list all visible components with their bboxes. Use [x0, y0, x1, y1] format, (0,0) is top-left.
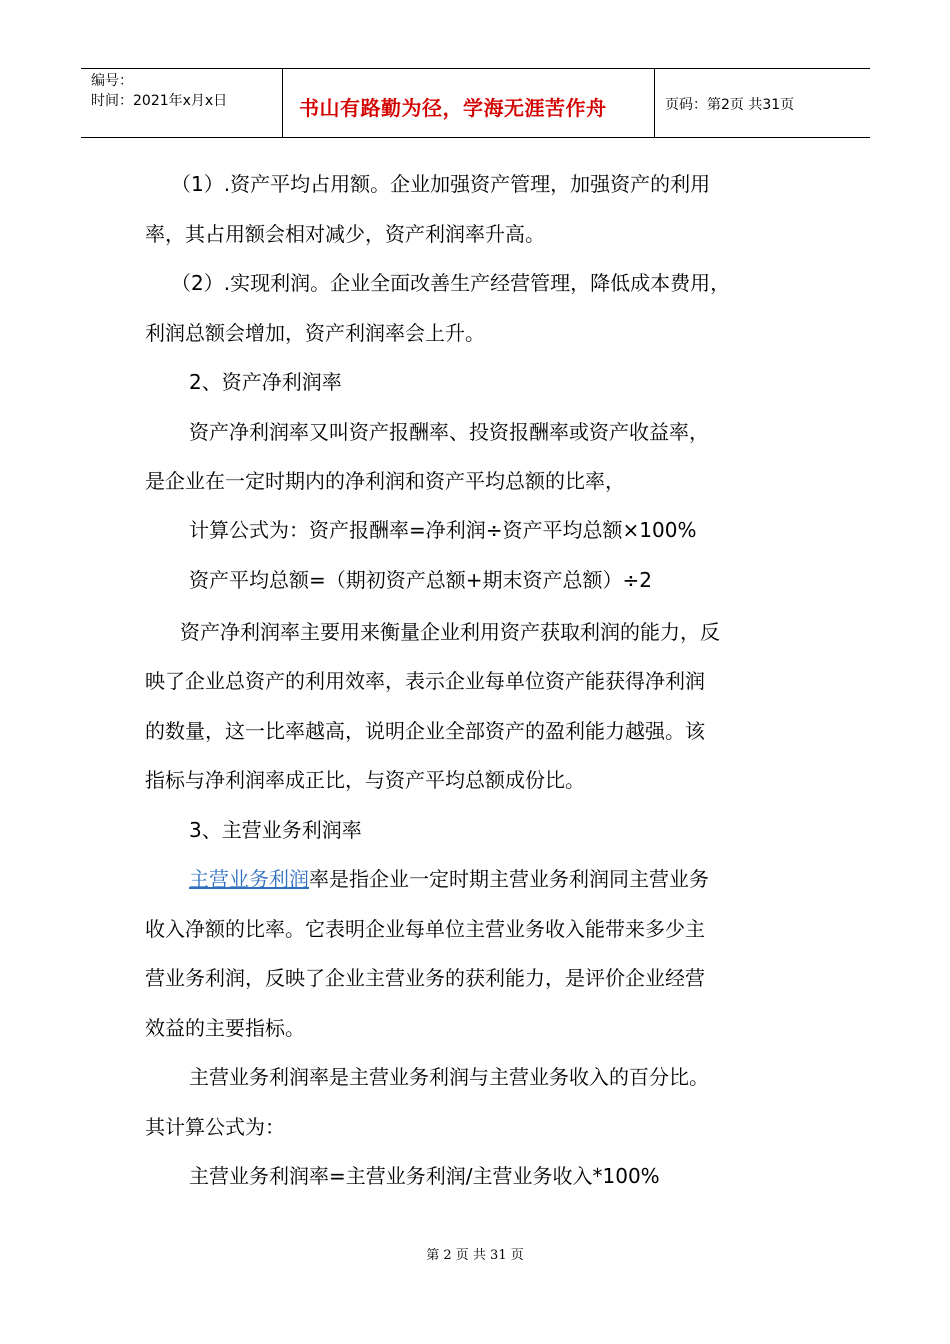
document-header: [81, 68, 870, 138]
motto: 书山有路勤为径，学海无涯苦作舟: [299, 96, 607, 120]
paragraph-line: 率，其占用额会相对减少，资产利润率升高。: [145, 222, 545, 246]
main-business-profit-link[interactable]: 主营业务利润: [189, 867, 309, 891]
header-page-cell: [655, 69, 870, 137]
section-heading: 3、主营业务利润率: [189, 818, 362, 842]
paragraph-line: 其计算公式为：: [145, 1115, 285, 1139]
header-motto-cell: [283, 69, 655, 137]
formula-line: 计算公式为：资产报酬率=净利润÷资产平均总额×100%: [189, 518, 697, 542]
paragraph-line: （1）.资产平均占用额。企业加强资产管理，加强资产的利用: [171, 172, 711, 196]
paragraph-line: （2）.实现利润。企业全面改善生产经营管理，降低成本费用，: [171, 271, 731, 295]
paragraph-line: 收入净额的比率。它表明企业每单位主营业务收入能带来多少主: [145, 917, 705, 941]
formula-line: 主营业务利润率=主营业务利润/主营业务收入*100%: [189, 1164, 660, 1188]
paragraph-line: 指标与净利润率成正比，与资产平均总额成份比。: [145, 768, 585, 792]
paragraph-line: [189, 864, 709, 894]
paragraph-line: 资产净利润率又叫资产报酬率、投资报酬率或资产收益率，: [189, 420, 709, 444]
section-heading: 2、资产净利润率: [189, 370, 342, 394]
time-label: 时间：2021年x月x日: [91, 93, 228, 109]
paragraph-line: 主营业务利润率是主营业务利润与主营业务收入的百分比。: [189, 1065, 709, 1089]
header-meta-cell: [81, 69, 283, 137]
paragraph-line: 资产净利润率主要用来衡量企业利用资产获取利润的能力，反: [180, 620, 720, 644]
paragraph-line: 的数量，这一比率越高，说明企业全部资产的盈利能力越强。该: [145, 719, 705, 743]
number-label: 编号：: [91, 73, 133, 89]
page-info: 页码：第2页 共31页: [665, 97, 795, 113]
paragraph-line: 映了企业总资产的利用效率，表示企业每单位资产能获得净利润: [145, 669, 705, 693]
paragraph-line: 营业务利润，反映了企业主营业务的获利能力，是评价企业经营: [145, 966, 705, 990]
paragraph-line: 效益的主要指标。: [145, 1016, 305, 1040]
paragraph-line: 是企业在一定时期内的净利润和资产平均总额的比率，: [145, 469, 625, 493]
formula-line: 资产平均总额=（期初资产总额+期末资产总额）÷2: [189, 568, 652, 592]
page-footer: 第 2 页 共 31 页: [426, 1248, 524, 1263]
paragraph-text: 率是指企业一定时期主营业务利润同主营业务: [309, 867, 709, 891]
paragraph-line: 利润总额会增加，资产利润率会上升。: [145, 321, 485, 345]
